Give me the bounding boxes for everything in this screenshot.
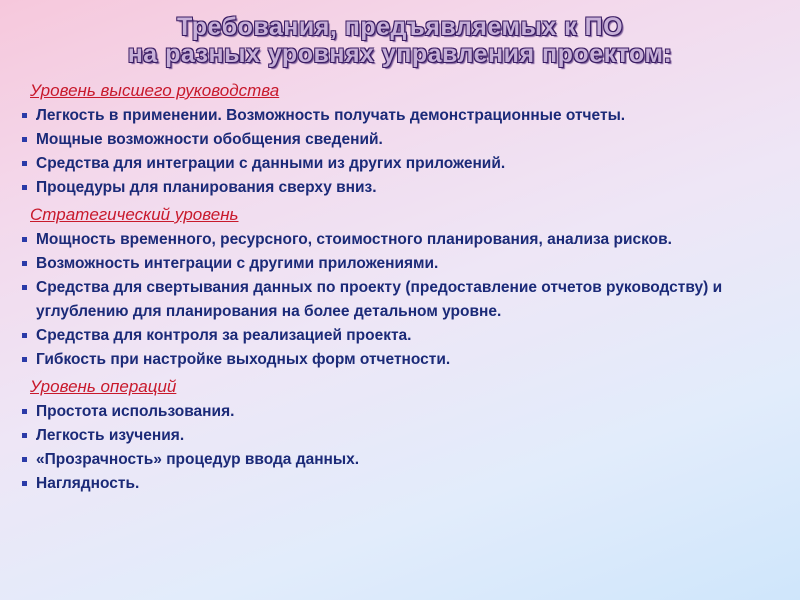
list-item xyxy=(20,348,780,372)
title-line-1: Требования, предъявляемых к ПО xyxy=(176,13,624,41)
list-item xyxy=(20,152,780,176)
list-item xyxy=(20,424,780,448)
list-item-text: Средства для свертывания данных по проекту (предоставление отчетов руководству) и углублению для планирования на более детальном уровне. xyxy=(36,279,723,320)
square-bullet-icon xyxy=(22,185,27,190)
square-bullet-icon xyxy=(22,137,27,142)
list-item-text: «Прозрачность» процедур ввода данных. xyxy=(36,451,360,468)
list-item-text: Средства для контроля за реализацией проекта. xyxy=(36,327,412,344)
section-top-management xyxy=(20,80,780,200)
section-heading: Уровень высшего руководства xyxy=(30,81,280,100)
list-item-text: Простота использования. xyxy=(36,403,235,420)
square-bullet-icon xyxy=(22,457,27,462)
list-item xyxy=(20,176,780,200)
list-item-text: Возможность интеграции с другими приложениями. xyxy=(36,255,439,272)
list-item-text: Мощность временного, ресурсного, стоимостного планирования, анализа рисков. xyxy=(36,231,672,248)
list-item xyxy=(20,252,780,276)
section-strategic xyxy=(20,204,780,372)
list-item xyxy=(20,472,780,496)
square-bullet-icon xyxy=(22,261,27,266)
list-item-text: Легкость в применении. Возможность получать демонстрационные отчеты. xyxy=(36,107,626,124)
list-item xyxy=(20,228,780,252)
square-bullet-icon xyxy=(22,481,27,486)
list-item xyxy=(20,448,780,472)
list-item-text: Средства для интеграции с данными из других приложений. xyxy=(36,155,506,172)
list-item xyxy=(20,128,780,152)
slide-content xyxy=(20,80,780,496)
square-bullet-icon xyxy=(22,113,27,118)
list-item-text: Наглядность. xyxy=(36,475,140,492)
square-bullet-icon xyxy=(22,285,27,290)
title-line-2: на разных уровнях управления проектом: xyxy=(127,40,673,68)
list-item-text: Легкость изучения. xyxy=(36,427,185,444)
square-bullet-icon xyxy=(22,409,27,414)
section-operations xyxy=(20,376,780,496)
list-item xyxy=(20,400,780,424)
bullet-list xyxy=(20,104,780,200)
list-item xyxy=(20,276,780,324)
bullet-list xyxy=(20,400,780,496)
list-item-text: Процедуры для планирования сверху вниз. xyxy=(36,179,377,196)
bullet-list xyxy=(20,228,780,372)
square-bullet-icon xyxy=(22,333,27,338)
section-heading: Стратегический уровень xyxy=(30,205,239,224)
list-item xyxy=(20,104,780,128)
list-item-text: Мощные возможности обобщения сведений. xyxy=(36,131,383,148)
list-item-text: Гибкость при настройке выходных форм отчетности. xyxy=(36,351,451,368)
square-bullet-icon xyxy=(22,357,27,362)
square-bullet-icon xyxy=(22,161,27,166)
square-bullet-icon xyxy=(22,237,27,242)
list-item xyxy=(20,324,780,348)
square-bullet-icon xyxy=(22,433,27,438)
slide-title xyxy=(0,14,800,68)
section-heading: Уровень операций xyxy=(30,377,177,396)
